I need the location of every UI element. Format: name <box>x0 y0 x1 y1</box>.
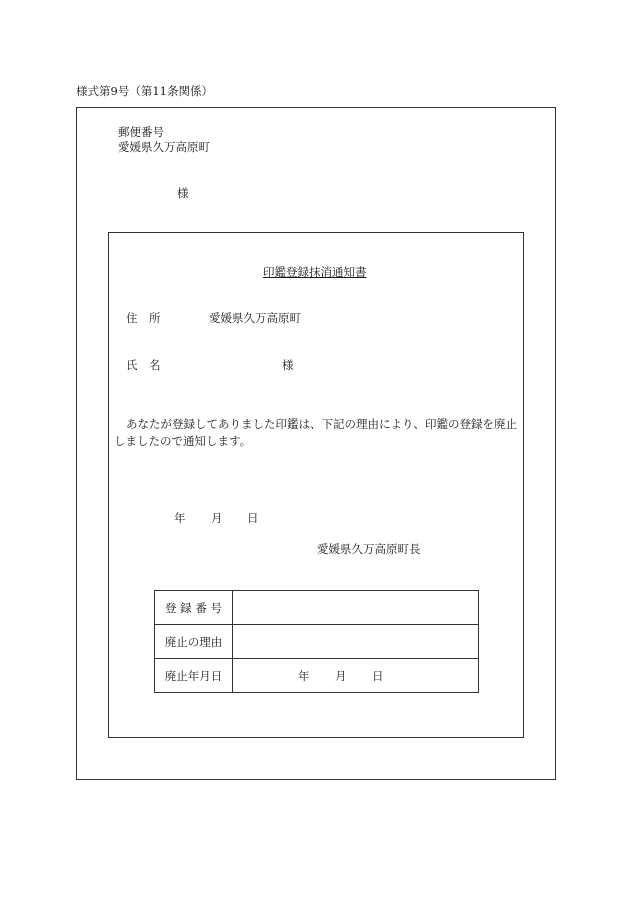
date-year: 年 <box>174 511 186 525</box>
date-day: 日 <box>247 511 259 525</box>
table-row <box>155 625 479 659</box>
abolition-date-label: 廃止年月日 <box>155 659 233 693</box>
recipient-honorific: 様 <box>177 186 189 200</box>
form-id: 様式第9号（第11条関係） <box>76 84 213 98</box>
name-honorific: 様 <box>282 358 294 372</box>
notice-title: 印鑑登録抹消通知書 <box>263 265 367 279</box>
abolition-date-value <box>233 659 479 693</box>
address-label: 住 所 <box>126 311 161 325</box>
address-value: 愛媛県久万高原町 <box>209 311 301 325</box>
table-row <box>155 659 479 693</box>
registration-number-label: 登 録 番 号 <box>155 591 233 625</box>
table-row <box>155 591 479 625</box>
notice-body: あなたが登録してありました印鑑は、下記の理由により、印鑑の登録を廃止しましたので通知します。 <box>114 417 517 448</box>
abolition-reason-value <box>233 625 479 659</box>
abolition-date-day: 日 <box>372 669 384 683</box>
abolition-date-year: 年 <box>298 669 310 683</box>
date-month: 月 <box>211 511 223 525</box>
postal-code-label: 郵便番号 <box>118 125 164 139</box>
abolition-date-month: 月 <box>335 669 347 683</box>
registration-number-value <box>233 591 479 625</box>
name-label: 氏 名 <box>126 358 161 372</box>
issuer: 愛媛県久万高原町長 <box>317 542 421 556</box>
abolition-reason-label: 廃止の理由 <box>155 625 233 659</box>
mailing-address: 愛媛県久万高原町 <box>118 140 210 154</box>
registration-table <box>154 590 479 693</box>
